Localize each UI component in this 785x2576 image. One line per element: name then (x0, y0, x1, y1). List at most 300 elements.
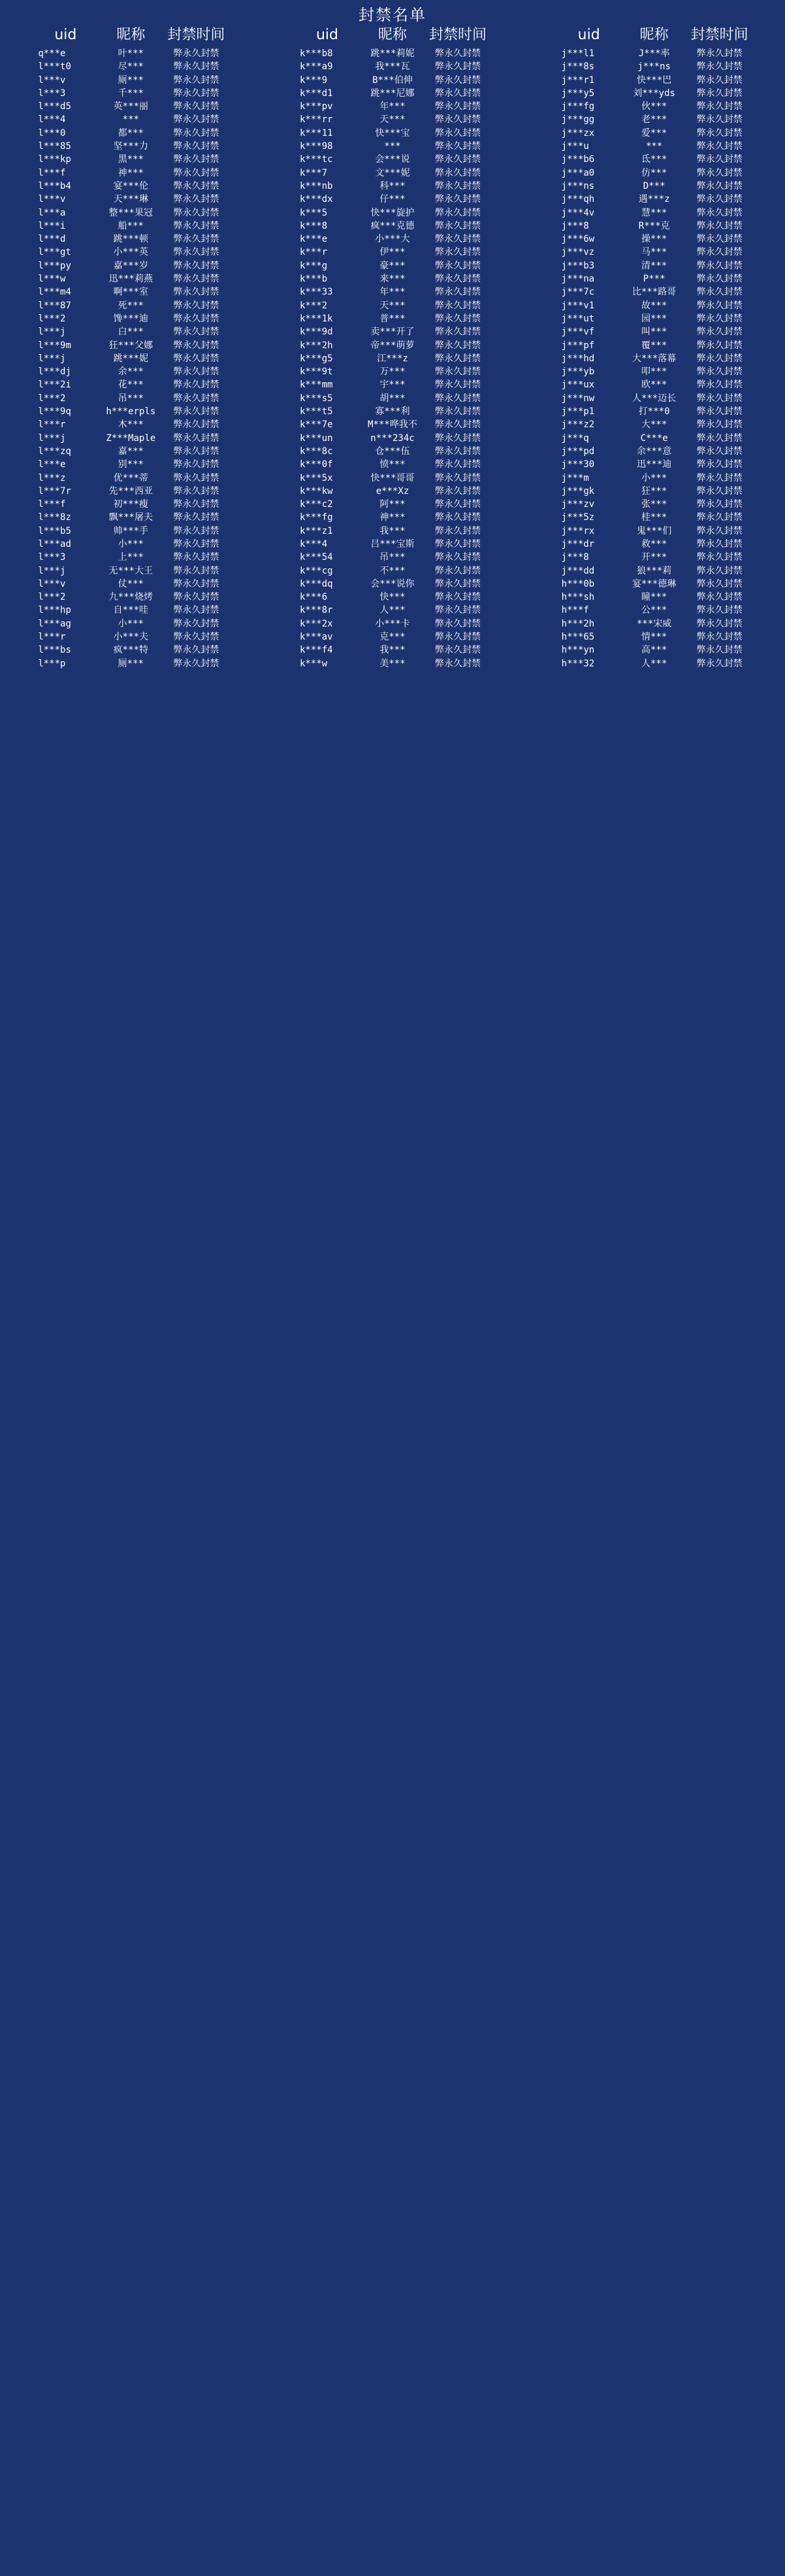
ban-time-cell: 弊永久封禁 (696, 552, 743, 563)
uid-cell: l***v (38, 578, 66, 589)
table-row (262, 365, 524, 378)
nickname-cell: 整***果冠 (108, 207, 153, 218)
uid-cell: k***2x (299, 618, 333, 629)
uid-cell: k***2 (299, 300, 328, 311)
table-row (523, 617, 785, 630)
header-nickname: 昵称 (377, 27, 407, 43)
nickname-cell: 鬼***们 (637, 525, 672, 536)
uid-cell: k***9 (299, 74, 328, 86)
table-row (523, 74, 785, 87)
ban-time-cell: 弊永久封禁 (434, 446, 481, 457)
nickname-cell: 我*** (379, 525, 406, 536)
ban-time-cell: 弊永久封禁 (696, 645, 743, 656)
nickname-cell: 狂*** (641, 485, 667, 497)
nickname-cell: 万*** (379, 367, 406, 378)
table-row (0, 564, 262, 578)
ban-time-cell: 弊永久封禁 (696, 274, 743, 285)
uid-cell: j***na (561, 274, 595, 285)
uid-cell: l***t0 (38, 61, 71, 73)
ban-time-cell: 弊永久封禁 (173, 380, 219, 391)
nickname-cell: 初***瘦 (113, 499, 148, 510)
table-header (0, 26, 785, 44)
ban-time-cell: 弊永久封禁 (696, 48, 743, 59)
ban-time-cell: 弊永久封禁 (173, 180, 219, 191)
uid-cell: l***4 (38, 114, 66, 125)
uid-cell: k***11 (299, 127, 333, 139)
nickname-cell: 会***说你 (370, 578, 415, 589)
nickname-cell: 木*** (118, 419, 144, 431)
nickname-cell: 胡*** (379, 393, 406, 404)
uid-cell: h***65 (561, 632, 595, 643)
uid-cell: l***zq (38, 446, 71, 457)
table-row (262, 617, 524, 630)
table-row (262, 220, 524, 233)
table-row (262, 299, 524, 312)
uid-cell: l***7r (38, 485, 71, 497)
ban-time-cell: 弊永久封禁 (173, 194, 219, 205)
table-row (0, 591, 262, 604)
uid-cell: k***dx (299, 194, 333, 205)
ban-time-cell: 弊永久封禁 (696, 525, 743, 536)
uid-cell: k***av (299, 632, 333, 643)
table-row (523, 511, 785, 524)
ban-time-cell: 弊永久封禁 (173, 658, 219, 669)
nickname-cell: 英***丽 (113, 101, 148, 112)
nickname-cell: 来*** (379, 274, 406, 285)
nickname-cell: 余***意 (637, 446, 672, 457)
uid-cell: j***b3 (561, 260, 595, 271)
nickname-cell: 快***巴 (637, 74, 672, 86)
uid-cell: l***w (38, 274, 66, 285)
nickname-cell: 寡***利 (375, 406, 410, 417)
ban-time-cell: 弊永久封禁 (434, 632, 481, 643)
nickname-cell: 小***卡 (375, 618, 410, 629)
uid-cell: l***j (38, 565, 66, 576)
uid-cell: h***sh (561, 592, 595, 603)
uid-cell: k***c2 (299, 499, 333, 510)
table-row (523, 392, 785, 405)
table-row (523, 472, 785, 485)
ban-time-cell: 弊永久封禁 (696, 88, 743, 99)
ban-time-cell: 弊永久封禁 (173, 207, 219, 218)
nickname-cell: 操*** (641, 234, 667, 245)
nickname-cell: 江***z (377, 353, 408, 364)
table-row (262, 525, 524, 538)
uid-cell: j***6w (561, 234, 595, 245)
nickname-cell: 爱*** (641, 127, 667, 139)
uid-cell: k***s5 (299, 393, 333, 404)
nickname-cell: j***ns (637, 61, 671, 73)
table-row (262, 405, 524, 418)
nickname-cell: 慧*** (641, 207, 667, 218)
uid-cell: l***2 (38, 592, 66, 603)
nickname-cell: *** (384, 141, 401, 152)
nickname-cell: h***erpls (106, 406, 156, 417)
uid-cell: l***85 (38, 141, 71, 152)
uid-cell: j***fg (561, 101, 595, 112)
ban-time-cell: 弊永久封禁 (696, 141, 743, 152)
ban-time-cell: 弊永久封禁 (173, 234, 219, 245)
uid-cell: l***j (38, 327, 66, 338)
uid-cell: l***r (38, 419, 66, 431)
table-row (523, 233, 785, 246)
ban-time-cell: 弊永久封禁 (434, 287, 481, 298)
ban-time-cell: 弊永久封禁 (696, 592, 743, 603)
uid-cell: k***nb (299, 180, 333, 191)
nickname-cell: C***e (640, 432, 668, 444)
ban-time-cell: 弊永久封禁 (434, 353, 481, 364)
table-row (0, 140, 262, 153)
nickname-cell: 天*** (379, 114, 406, 125)
nickname-cell: 桂*** (641, 512, 667, 523)
table-row (0, 405, 262, 418)
ban-time-cell: 弊永久封禁 (434, 48, 481, 59)
ban-time-cell: 弊永久封禁 (434, 167, 481, 178)
table-row (0, 272, 262, 285)
uid-cell: h***yn (561, 645, 595, 656)
ban-time-cell: 弊永久封禁 (173, 499, 219, 510)
table-row (262, 498, 524, 511)
uid-cell: h***2h (561, 618, 595, 629)
ban-time-cell: 弊永久封禁 (696, 632, 743, 643)
header-nickname: 昵称 (639, 27, 669, 43)
nickname-cell: 人***迈长 (632, 393, 677, 404)
ban-time-cell: 弊永久封禁 (173, 472, 219, 483)
uid-cell: q***e (38, 48, 66, 59)
uid-cell: l***p (38, 658, 66, 669)
ban-time-cell: 弊永久封禁 (696, 393, 743, 404)
ban-time-cell: 弊永久封禁 (696, 512, 743, 523)
nickname-cell: 狂***父娜 (108, 340, 153, 351)
ban-time-cell: 弊永久封禁 (696, 180, 743, 191)
nickname-cell: 仓***伍 (375, 446, 410, 457)
ban-time-cell: 弊永久封禁 (696, 167, 743, 178)
ban-time-cell: 弊永久封禁 (173, 432, 219, 444)
uid-cell: k***98 (299, 141, 333, 152)
uid-cell: j***a0 (561, 167, 595, 178)
table-row (523, 498, 785, 511)
nickname-cell: 别*** (118, 459, 144, 470)
nickname-cell: 天***琳 (113, 194, 148, 205)
uid-cell: l***v (38, 194, 66, 205)
ban-time-cell: 弊永久封禁 (696, 247, 743, 258)
table-row (262, 630, 524, 644)
table-row (0, 644, 262, 657)
ban-time-cell: 弊永久封禁 (434, 61, 481, 73)
ban-time-cell: 弊永久封禁 (696, 313, 743, 324)
ban-time-cell: 弊永久封禁 (696, 154, 743, 165)
table-row (262, 538, 524, 551)
ban-time-cell: 弊永久封禁 (173, 48, 219, 59)
nickname-cell: 老*** (641, 114, 667, 125)
ban-time-cell: 弊永久封禁 (434, 220, 481, 231)
table-row (262, 339, 524, 352)
table-row (523, 657, 785, 670)
table-row (262, 47, 524, 60)
ban-time-cell: 弊永久封禁 (696, 485, 743, 497)
ban-time-cell: 弊永久封禁 (434, 367, 481, 378)
nickname-cell: 小***夫 (113, 632, 148, 643)
nickname-cell: 大***落幕 (632, 353, 677, 364)
table-row (0, 617, 262, 630)
table-row (0, 551, 262, 564)
uid-cell: j***dd (561, 565, 595, 576)
uid-cell: k***a9 (299, 61, 333, 73)
nickname-cell: 清*** (641, 260, 667, 271)
table-row (262, 259, 524, 272)
ban-time-cell: 弊永久封禁 (696, 419, 743, 431)
uid-cell: k***pv (299, 101, 333, 112)
table-row (262, 140, 524, 153)
table-row (0, 604, 262, 617)
table-row (262, 485, 524, 498)
table-row (523, 432, 785, 445)
nickname-cell: 年*** (379, 101, 406, 112)
ban-time-cell: 弊永久封禁 (173, 247, 219, 258)
nickname-cell: 比***路哥 (632, 287, 677, 298)
nickname-cell: 不*** (379, 565, 406, 576)
uid-cell: j***vf (561, 327, 595, 338)
table-row (0, 74, 262, 87)
nickname-cell: 嘉***岁 (113, 260, 148, 271)
uid-cell: j***gg (561, 114, 595, 125)
nickname-cell: 死*** (118, 300, 144, 311)
ban-time-cell: 弊永久封禁 (173, 167, 219, 178)
nickname-cell: 厕*** (118, 74, 144, 86)
nickname-cell: J***率 (638, 48, 670, 59)
nickname-cell: 伙*** (641, 101, 667, 112)
nickname-cell: n***234c (370, 432, 415, 444)
uid-cell: j***b6 (561, 154, 595, 165)
table-row (0, 445, 262, 458)
nickname-cell: 园*** (641, 313, 667, 324)
ban-time-cell: 弊永久封禁 (696, 605, 743, 616)
ban-time-cell: 弊永久封禁 (173, 114, 219, 125)
ban-time-cell: 弊永久封禁 (434, 512, 481, 523)
table-row (262, 233, 524, 246)
ban-time-cell: 弊永久封禁 (173, 618, 219, 629)
uid-cell: k***e (299, 234, 328, 245)
table-row (262, 153, 524, 166)
table-row (523, 206, 785, 220)
ban-time-cell: 弊永久封禁 (434, 380, 481, 391)
uid-cell: k***un (299, 432, 333, 444)
ban-time-cell: 弊永久封禁 (696, 565, 743, 576)
nickname-cell: 都*** (118, 127, 144, 139)
nickname-cell: 开*** (641, 552, 667, 563)
uid-cell: l***d (38, 234, 66, 245)
table-row (523, 113, 785, 126)
ban-time-cell: 弊永久封禁 (173, 538, 219, 549)
uid-cell: j***dr (561, 538, 595, 549)
table-row (523, 630, 785, 644)
ban-time-cell: 弊永久封禁 (696, 194, 743, 205)
ban-time-cell: 弊永久封禁 (173, 645, 219, 656)
table-row (0, 378, 262, 391)
ban-time-cell: 弊永久封禁 (696, 61, 743, 73)
uid-cell: l***j (38, 432, 66, 444)
nickname-cell: 迅***迪 (637, 459, 672, 470)
ban-time-cell: 弊永久封禁 (696, 353, 743, 364)
ban-time-cell: 弊永久封禁 (696, 472, 743, 483)
table-row (262, 644, 524, 657)
uid-cell: j***ut (561, 313, 595, 324)
table-row (262, 285, 524, 299)
table-row (523, 365, 785, 378)
uid-cell: k***8c (299, 446, 333, 457)
table-row (262, 591, 524, 604)
uid-cell: j***vz (561, 247, 595, 258)
table-row (0, 325, 262, 338)
table-row (262, 657, 524, 670)
nickname-cell: 帅***手 (113, 525, 148, 536)
table-row (523, 378, 785, 391)
table-row (0, 578, 262, 591)
nickname-cell: 坚***力 (113, 141, 148, 152)
uid-cell: j***ux (561, 380, 595, 391)
ban-time-cell: 弊永久封禁 (434, 327, 481, 338)
header-ban-time: 封禁时间 (690, 27, 748, 43)
uid-cell: l***e (38, 459, 66, 470)
nickname-cell: 马*** (641, 247, 667, 258)
ban-time-cell: 弊永久封禁 (173, 592, 219, 603)
uid-cell: k***8 (299, 220, 328, 231)
table-row (523, 485, 785, 498)
uid-cell: k***z1 (299, 525, 333, 536)
table-row (262, 113, 524, 126)
nickname-cell: 小*** (641, 472, 667, 483)
table-row (262, 193, 524, 206)
table-row (523, 405, 785, 418)
table-row (523, 551, 785, 564)
ban-time-cell: 弊永久封禁 (434, 525, 481, 536)
nickname-cell: 欧*** (641, 380, 667, 391)
ban-time-cell: 弊永久封禁 (434, 485, 481, 497)
table-row (0, 525, 262, 538)
table-row (0, 657, 262, 670)
uid-cell: l***hp (38, 605, 71, 616)
nickname-cell: 小***英 (113, 247, 148, 258)
table-row (523, 220, 785, 233)
table-row (262, 564, 524, 578)
header-group-2 (262, 26, 524, 44)
uid-cell: h***0b (561, 578, 595, 589)
uid-cell: j***gk (561, 485, 595, 497)
ban-time-cell: 弊永久封禁 (173, 287, 219, 298)
ban-time-cell: 弊永久封禁 (434, 393, 481, 404)
nickname-cell: 跳***顿 (113, 234, 148, 245)
uid-cell: j***yb (561, 367, 595, 378)
ban-time-cell: 弊永久封禁 (434, 565, 481, 576)
table-row (0, 193, 262, 206)
ban-list-column-1 (0, 47, 262, 670)
table-row (523, 458, 785, 471)
table-row (262, 87, 524, 100)
table-row (0, 87, 262, 100)
uid-cell: l***3 (38, 552, 66, 563)
table-row (523, 525, 785, 538)
table-row (262, 167, 524, 180)
uid-cell: l***d5 (38, 101, 71, 112)
nickname-cell: 先***西亚 (108, 485, 153, 497)
table-row (262, 100, 524, 113)
table-row (523, 325, 785, 338)
uid-cell: l***f (38, 167, 66, 178)
ban-time-cell: 弊永久封禁 (696, 207, 743, 218)
nickname-cell: 迅***莉燕 (108, 274, 153, 285)
table-row (0, 339, 262, 352)
uid-cell: k***7 (299, 167, 328, 178)
ban-time-cell: 弊永久封禁 (173, 101, 219, 112)
ban-time-cell: 弊永久封禁 (173, 327, 219, 338)
nickname-cell: 公*** (641, 605, 667, 616)
uid-cell: l***ag (38, 618, 71, 629)
ban-time-cell: 弊永久封禁 (173, 367, 219, 378)
table-row (523, 153, 785, 166)
table-row (262, 352, 524, 365)
table-row (262, 180, 524, 193)
table-row (523, 259, 785, 272)
ban-time-cell: 弊永久封禁 (173, 565, 219, 576)
ban-time-cell: 弊永久封禁 (434, 459, 481, 470)
ban-time-cell: 弊永久封禁 (173, 446, 219, 457)
ban-time-cell: 弊永久封禁 (173, 578, 219, 589)
ban-time-cell: 弊永久封禁 (434, 313, 481, 324)
table-row (0, 220, 262, 233)
uid-cell: j***4v (561, 207, 595, 218)
nickname-cell: 疯***克德 (370, 220, 415, 231)
table-row (262, 472, 524, 485)
table-row (262, 418, 524, 431)
uid-cell: l***0 (38, 127, 66, 139)
nickname-cell: 人*** (379, 605, 406, 616)
ban-time-cell: 弊永久封禁 (173, 406, 219, 417)
uid-cell: l***87 (38, 300, 71, 311)
table-row (262, 578, 524, 591)
nickname-cell: 小*** (118, 538, 144, 549)
uid-cell: k***f4 (299, 645, 333, 656)
ban-list-column-3 (523, 47, 785, 670)
ban-time-cell: 弊永久封禁 (434, 260, 481, 271)
header-ban-time: 封禁时间 (167, 27, 225, 43)
ban-time-cell: 弊永久封禁 (173, 525, 219, 536)
ban-time-cell: 弊永久封禁 (173, 88, 219, 99)
table-row (0, 511, 262, 524)
ban-time-cell: 弊永久封禁 (173, 127, 219, 139)
table-row (523, 285, 785, 299)
uid-cell: k***fg (299, 512, 333, 523)
nickname-cell: e***Xz (376, 485, 409, 497)
uid-cell: k***cg (299, 565, 333, 576)
table-row (523, 60, 785, 73)
table-row (523, 87, 785, 100)
table-row (262, 272, 524, 285)
ban-time-cell: 弊永久封禁 (173, 340, 219, 351)
uid-cell: l***2 (38, 313, 66, 324)
table-row (262, 312, 524, 325)
ban-time-cell: 弊永久封禁 (696, 446, 743, 457)
uid-cell: k***tc (299, 154, 333, 165)
table-row (523, 299, 785, 312)
ban-time-cell: 弊永久封禁 (434, 552, 481, 563)
ban-time-cell: 弊永久封禁 (434, 578, 481, 589)
nickname-cell: 叫*** (641, 327, 667, 338)
table-row (523, 272, 785, 285)
uid-cell: k***g (299, 260, 328, 271)
table-row (0, 47, 262, 60)
uid-cell: l***m4 (38, 287, 71, 298)
nickname-cell: 遇***z (638, 194, 670, 205)
